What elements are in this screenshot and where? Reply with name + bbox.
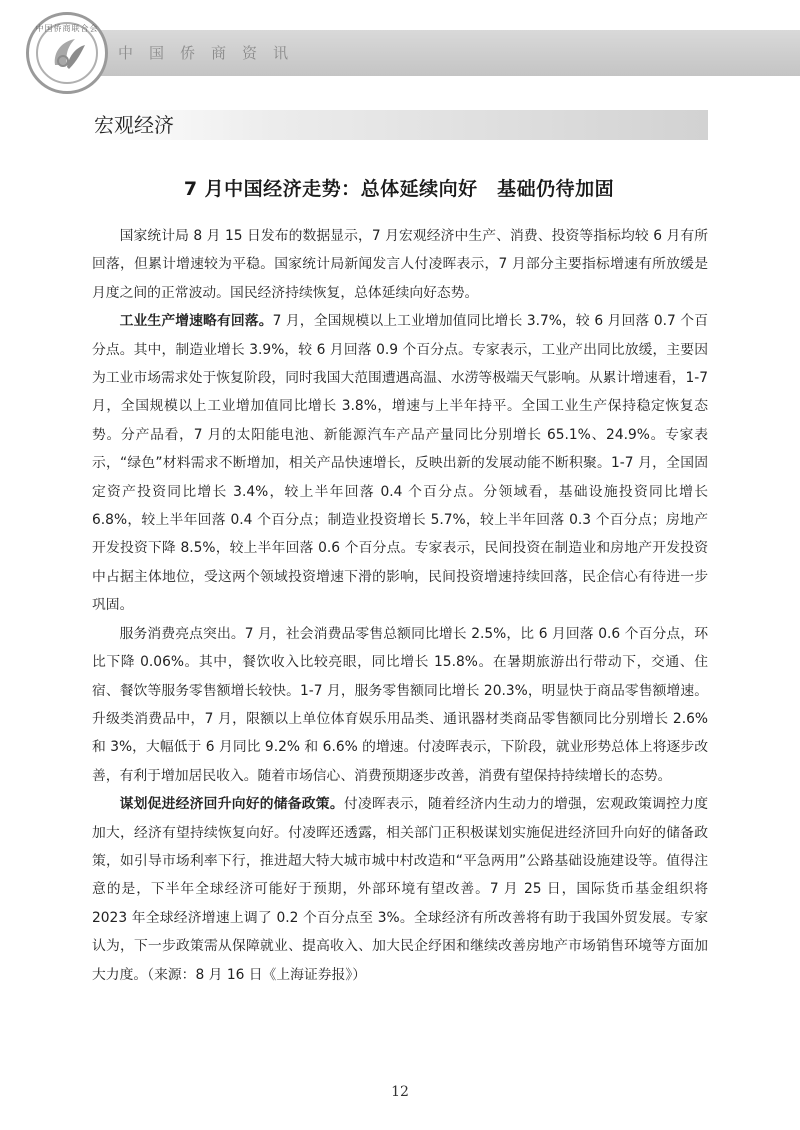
paragraph-lead: 谋划促进经济回升向好的储备政策。 — [119, 796, 344, 813]
paragraph-text: 服务消费亮点突出。7 月，社会消费品零售总额同比增长 2.5%，比 6 月回落 0.6 个百分点，环比下降 0.06%。其中，餐饮收入比较亮眼，同比增长 15.8%。在暑期旅游出行带动下，交通、住宿、餐饮等服务零售额增长较快。1-7 月，服务零售额同比增长 20.3%，明显快于商品零售额增速。升级类消费品中，7 月，限额以上单位体育娱乐用品类、通讯器材类商品零售额同比分别增长 2.6% 和 3%，大幅低于 6 月同比 9.2% 和 6.6% 的增速。付凌晖表示，下阶段，就业形势总体上将逐步改善，有利于增加居民收入。随着市场信心、消费预期逐步改善，消费有望保持持续增长的态势。 — [92, 625, 708, 784]
logo-text: 中国侨商联合会 — [35, 24, 99, 33]
paragraph-lead: 工业生产增速略有回落。 — [119, 313, 273, 330]
paragraph-4 — [92, 790, 708, 989]
paragraph-text: 付凌晖表示，随着经济内生动力的增强，宏观政策调控力度加大，经济有望持续恢复向好。付凌晖还透露，相关部门正积极谋划实施促进经济回升向好的储备政策，如引导市场利率下行，推进超大特大城市城中村改造和“平急两用”公路基础设施建设等。值得注意的是，下半年全球经济可能好于预期，外部环境有望改善。7 月 25 日，国际货币基金组织将 2023 年全球经济增速上调了 0.2 个百分点至 3%。全球经济有所改善将有助于我国外贸发展。专家认为，下一步政策需从保障就业、提高收入、加大民企纾困和继续改善房地产市场销售环境等方面加大力度。（来源：8 月 16 日《上海证券报》） — [92, 796, 709, 983]
page-number: 12 — [391, 1084, 409, 1100]
publication-title: 中国侨商资讯 — [118, 44, 305, 62]
paragraph-3 — [92, 620, 708, 790]
section-title: 宏观经济 — [94, 113, 174, 137]
article-title: 7 月中国经济走势：总体延续向好 基础仍待加固 — [183, 178, 615, 200]
article-body — [92, 222, 708, 989]
section-bar — [90, 110, 708, 140]
paragraph-text: 国家统计局 8 月 15 日发布的数据显示，7 月宏观经济中生产、消费、投资等指标均较 6 月有所回落，但累计增速较为平稳。国家统计局新闻发言人付凌晖表示，7 月部分主要指标增速有所放缓是月度之间的正常波动。国民经济持续恢复，总体延续向好态势。 — [92, 228, 708, 301]
paragraph-text: 7 月，全国规模以上工业增加值同比增长 3.7%，较 6 月回落 0.7 个百分点。其中，制造业增长 3.9%，较 6 月回落 0.9 个百分点。专家表示，工业产出同比放缓，主要因为工业市场需求处于恢复阶段，同时我国大范围遭遇高温、水涝等极端天气影响。从累计增速看，1-7 月，全国规模以上工业增加值同比增长 3.8%，增速与上半年持平。全国工业生产保持稳定恢复态势。分产品看，7 月的太阳能电池、新能源汽车产品产量同比分别增长 65.1%、24.9%。专家表示，“绿色”材料需求不断增加，相关产品快速增长，反映出新的发展动能不断积聚。1-7 月，全国固定资产投资同比增长 3.4%，较上半年回落 0.4 个百分点。分领域看，基础设施投资同比增长 6.8%，较上半年回落 0.4 个百分点；制造业投资增长 5.7%，较上半年回落 0.3 个百分点；房地产开发投资下降 8.5%，较上半年回落 0.6 个百分点。专家表示，民间投资在制造业和房地产开发投资中占据主体地位，受这两个领域投资增速下滑的影响，民间投资增速持续回落，民企信心有待进一步巩固。 — [92, 313, 708, 614]
publication-logo — [26, 12, 108, 94]
paragraph-1 — [92, 222, 708, 307]
paragraph-2 — [92, 307, 708, 619]
